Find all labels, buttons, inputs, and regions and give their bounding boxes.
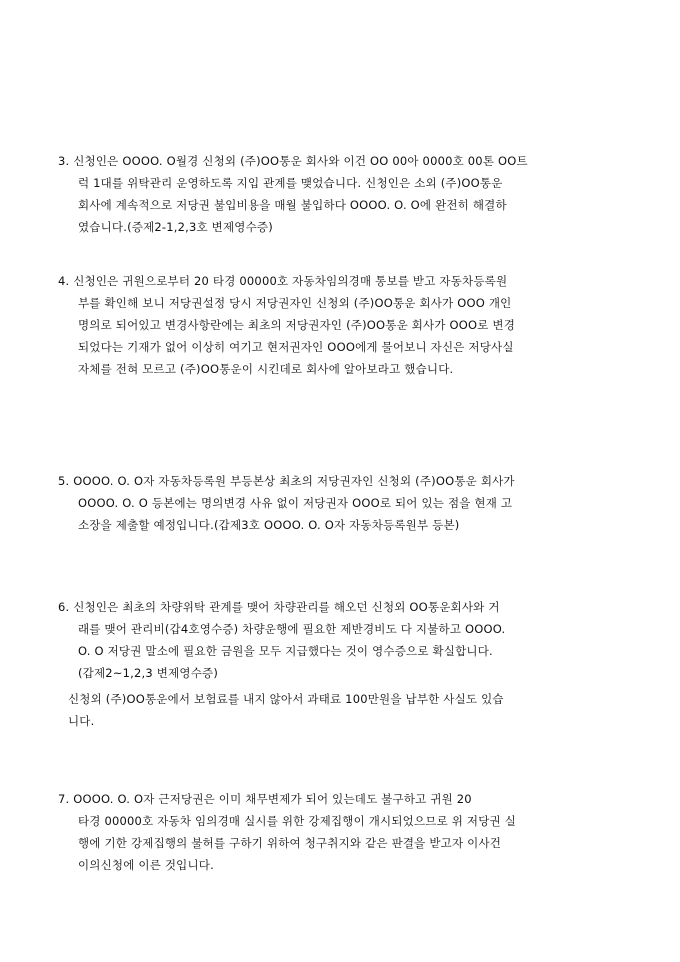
paragraph-6: 6. 신청인은 최초의 차량위탁 관계를 맺어 차량관리를 해오던 신청외 OO통운회사와 거 래를 맺어 관리비(갑4호영수증) 차량운행에 필요한 제반경비도 다 지불하고 OOOO. O. O 저당권 말소에 필요한 금원을 모두 지급했다는 것이 영수증으로 확실합니다. xyxy=(58,600,506,658)
paragraph-7: 7. OOOO. O. O자 근저당권은 이미 채무변제가 되어 있는데도 불구하고 귀원 20 타경 00000호 자동차 임의경매 실시를 위한 강제집행이 개시되었으므로 위 저당권 실 행에 기한 강제집행의 불허를 구하기 위하여 청구취지와 같은 판결을 받고자 이사건 이의신청에 이른 것입니다. xyxy=(58,792,517,872)
paragraph-4: 4. 신청인은 귀원으로부터 20 타경 00000호 자동차임의경매 통보를 받고 자동차등록원 부를 확인해 보니 저당권설정 당시 저당권자인 신청외 (주)OO통운 회사가 OOO 개인 명의로 되어있고 변경사항란에는 최초의 저당권자인 (주)OO통운 회사가 OOO로 변경 되었다는 기재가 없어 이상히 여기고 현저권자인 OOO에게 물어보니 자신은 저당사실 자체를 전혀 모르고 (주)OO통운이 시킨데로 회사에 알아보라고 했습니다. xyxy=(58,274,516,376)
paragraph-6-additional: 신청외 (주)OO통운에서 보험료를 내지 않아서 과태료 100만원을 납부한 사실도 있습 니다. xyxy=(68,692,504,728)
paragraph-3: 3. 신청인은 OOOO. O월경 신청외 (주)OO통운 회사와 이건 OO 00아 0000호 00톤 OO트 럭 1대를 위탁관리 운영하도록 지입 관계를 맺었습니다. 신청인은 소외 (주)OO통운 회사에 계속적으로 저당권 불입비용을 매월 불입하다 OOOO. O. O에 완전히 해결하 였습니다.(증제2-1,2,3호 변제영수증) xyxy=(58,154,528,234)
paragraph-6-note: (갑제2~1,2,3 변제영수증) xyxy=(78,666,219,680)
paragraph-5: 5. OOOO. O. O자 자동차등록원 부등본상 최초의 저당권자인 신청외 (주)OO통운 회사가 OOOO. O. O 등본에는 명의변경 사유 없이 저당권자 OOO로 되어 있는 점을 현재 고 소장을 제출할 예정입니다.(갑제3호 OOOO. O. O자 자동차등록원부 등본) xyxy=(58,474,515,532)
